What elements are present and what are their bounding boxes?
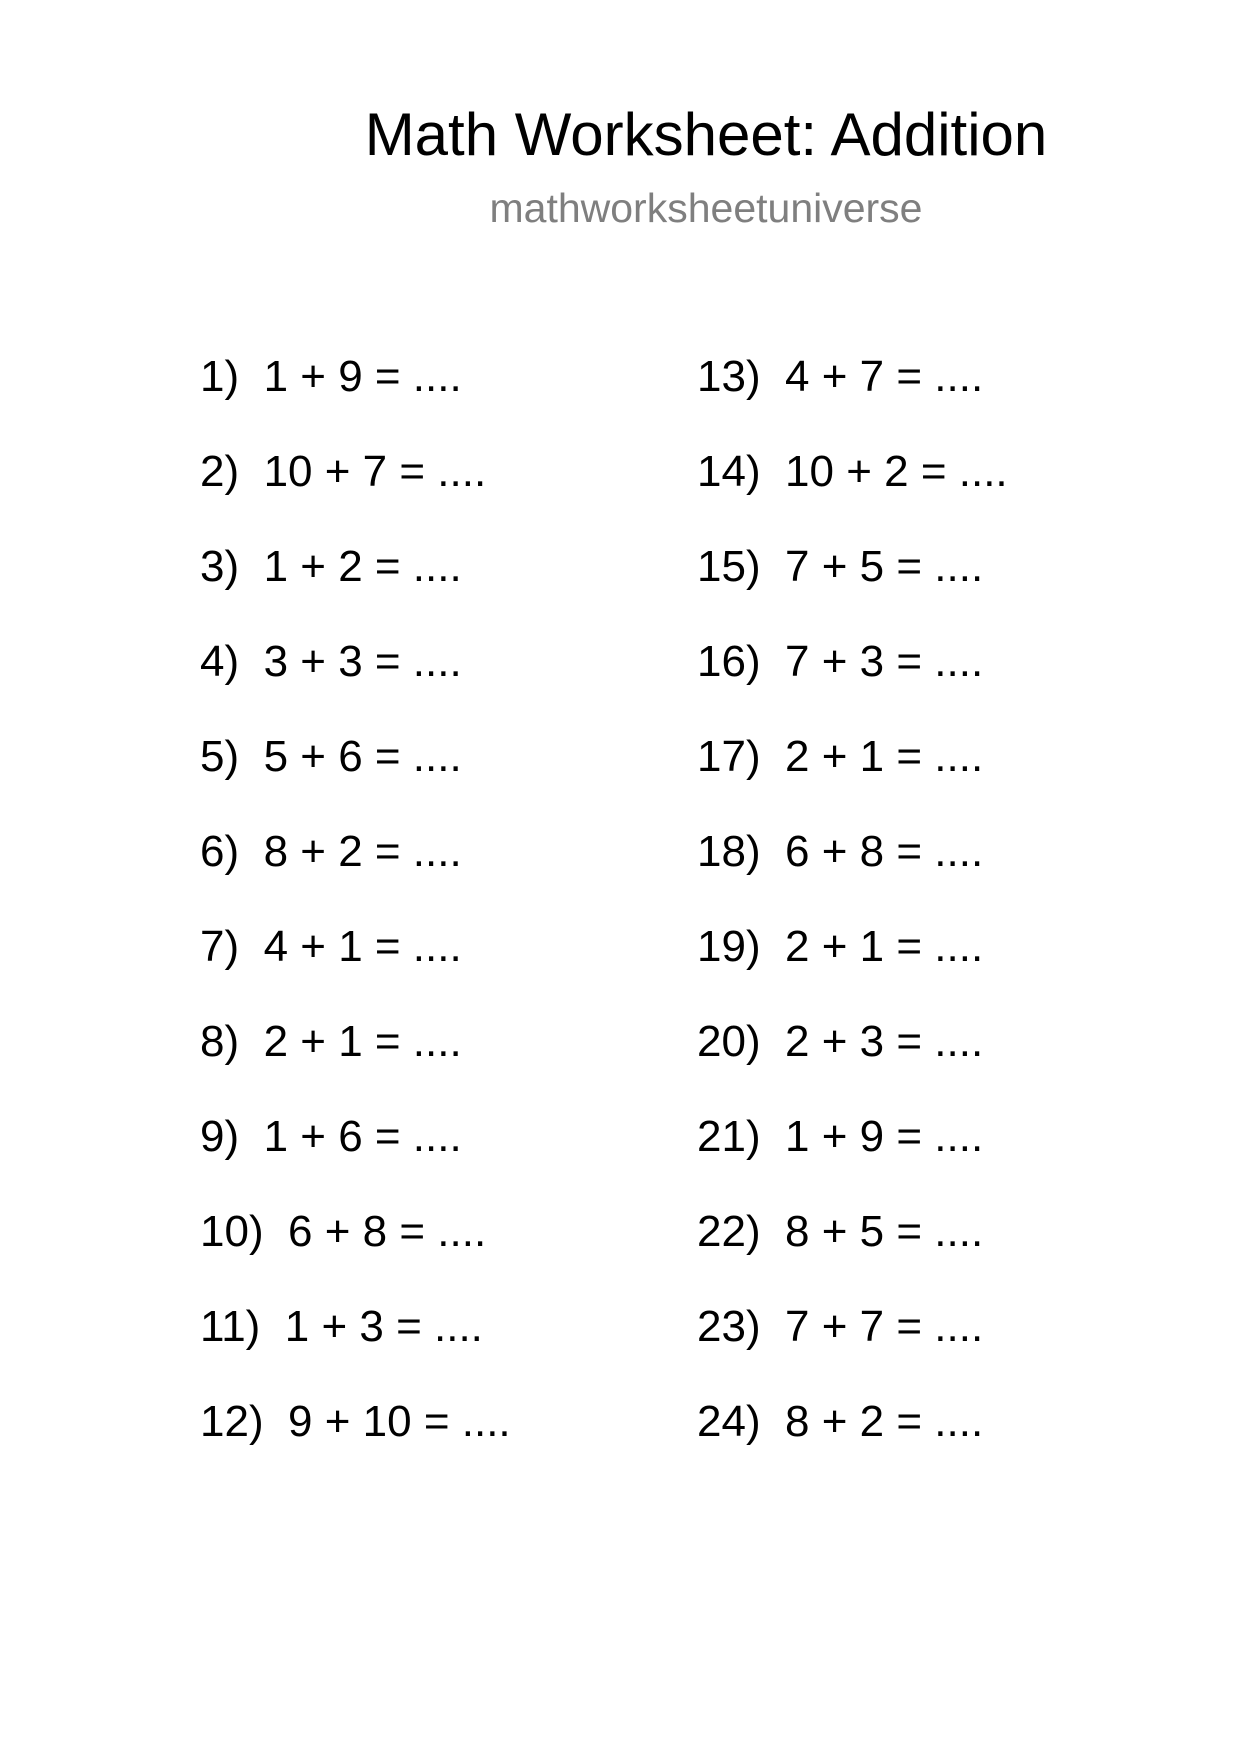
problem-3: 3) 1 + 2 = .... [200, 542, 462, 591]
problem-19: 19) 2 + 1 = .... [697, 922, 984, 971]
problem-1: 1) 1 + 9 = .... [200, 352, 462, 401]
worksheet-subtitle: mathworksheetuniverse [489, 185, 923, 231]
problem-15: 15) 7 + 5 = .... [697, 542, 984, 591]
problems-right-column [697, 348, 1157, 1488]
problem-21: 21) 1 + 9 = .... [697, 1112, 984, 1161]
problem-12: 12) 9 + 10 = .... [200, 1397, 511, 1446]
problem-8: 8) 2 + 1 = .... [200, 1017, 462, 1066]
problems-left-column [200, 348, 660, 1488]
problem-23: 23) 7 + 7 = .... [697, 1302, 984, 1351]
problem-17: 17) 2 + 1 = .... [697, 732, 984, 781]
problem-24: 24) 8 + 2 = .... [697, 1397, 984, 1446]
problem-14: 14) 10 + 2 = .... [697, 447, 1008, 496]
problem-2: 2) 10 + 7 = .... [200, 447, 487, 496]
problem-13: 13) 4 + 7 = .... [697, 352, 984, 401]
worksheet-title: Math Worksheet: Addition [364, 101, 1048, 168]
problem-7: 7) 4 + 1 = .... [200, 922, 462, 971]
problem-16: 16) 7 + 3 = .... [697, 637, 984, 686]
problem-10: 10) 6 + 8 = .... [200, 1207, 487, 1256]
problem-22: 22) 8 + 5 = .... [697, 1207, 984, 1256]
problem-9: 9) 1 + 6 = .... [200, 1112, 462, 1161]
problem-5: 5) 5 + 6 = .... [200, 732, 462, 781]
problem-18: 18) 6 + 8 = .... [697, 827, 984, 876]
problem-11: 11) 1 + 3 = .... [200, 1302, 483, 1351]
problem-6: 6) 8 + 2 = .... [200, 827, 462, 876]
problem-20: 20) 2 + 3 = .... [697, 1017, 984, 1066]
problem-4: 4) 3 + 3 = .... [200, 637, 462, 686]
